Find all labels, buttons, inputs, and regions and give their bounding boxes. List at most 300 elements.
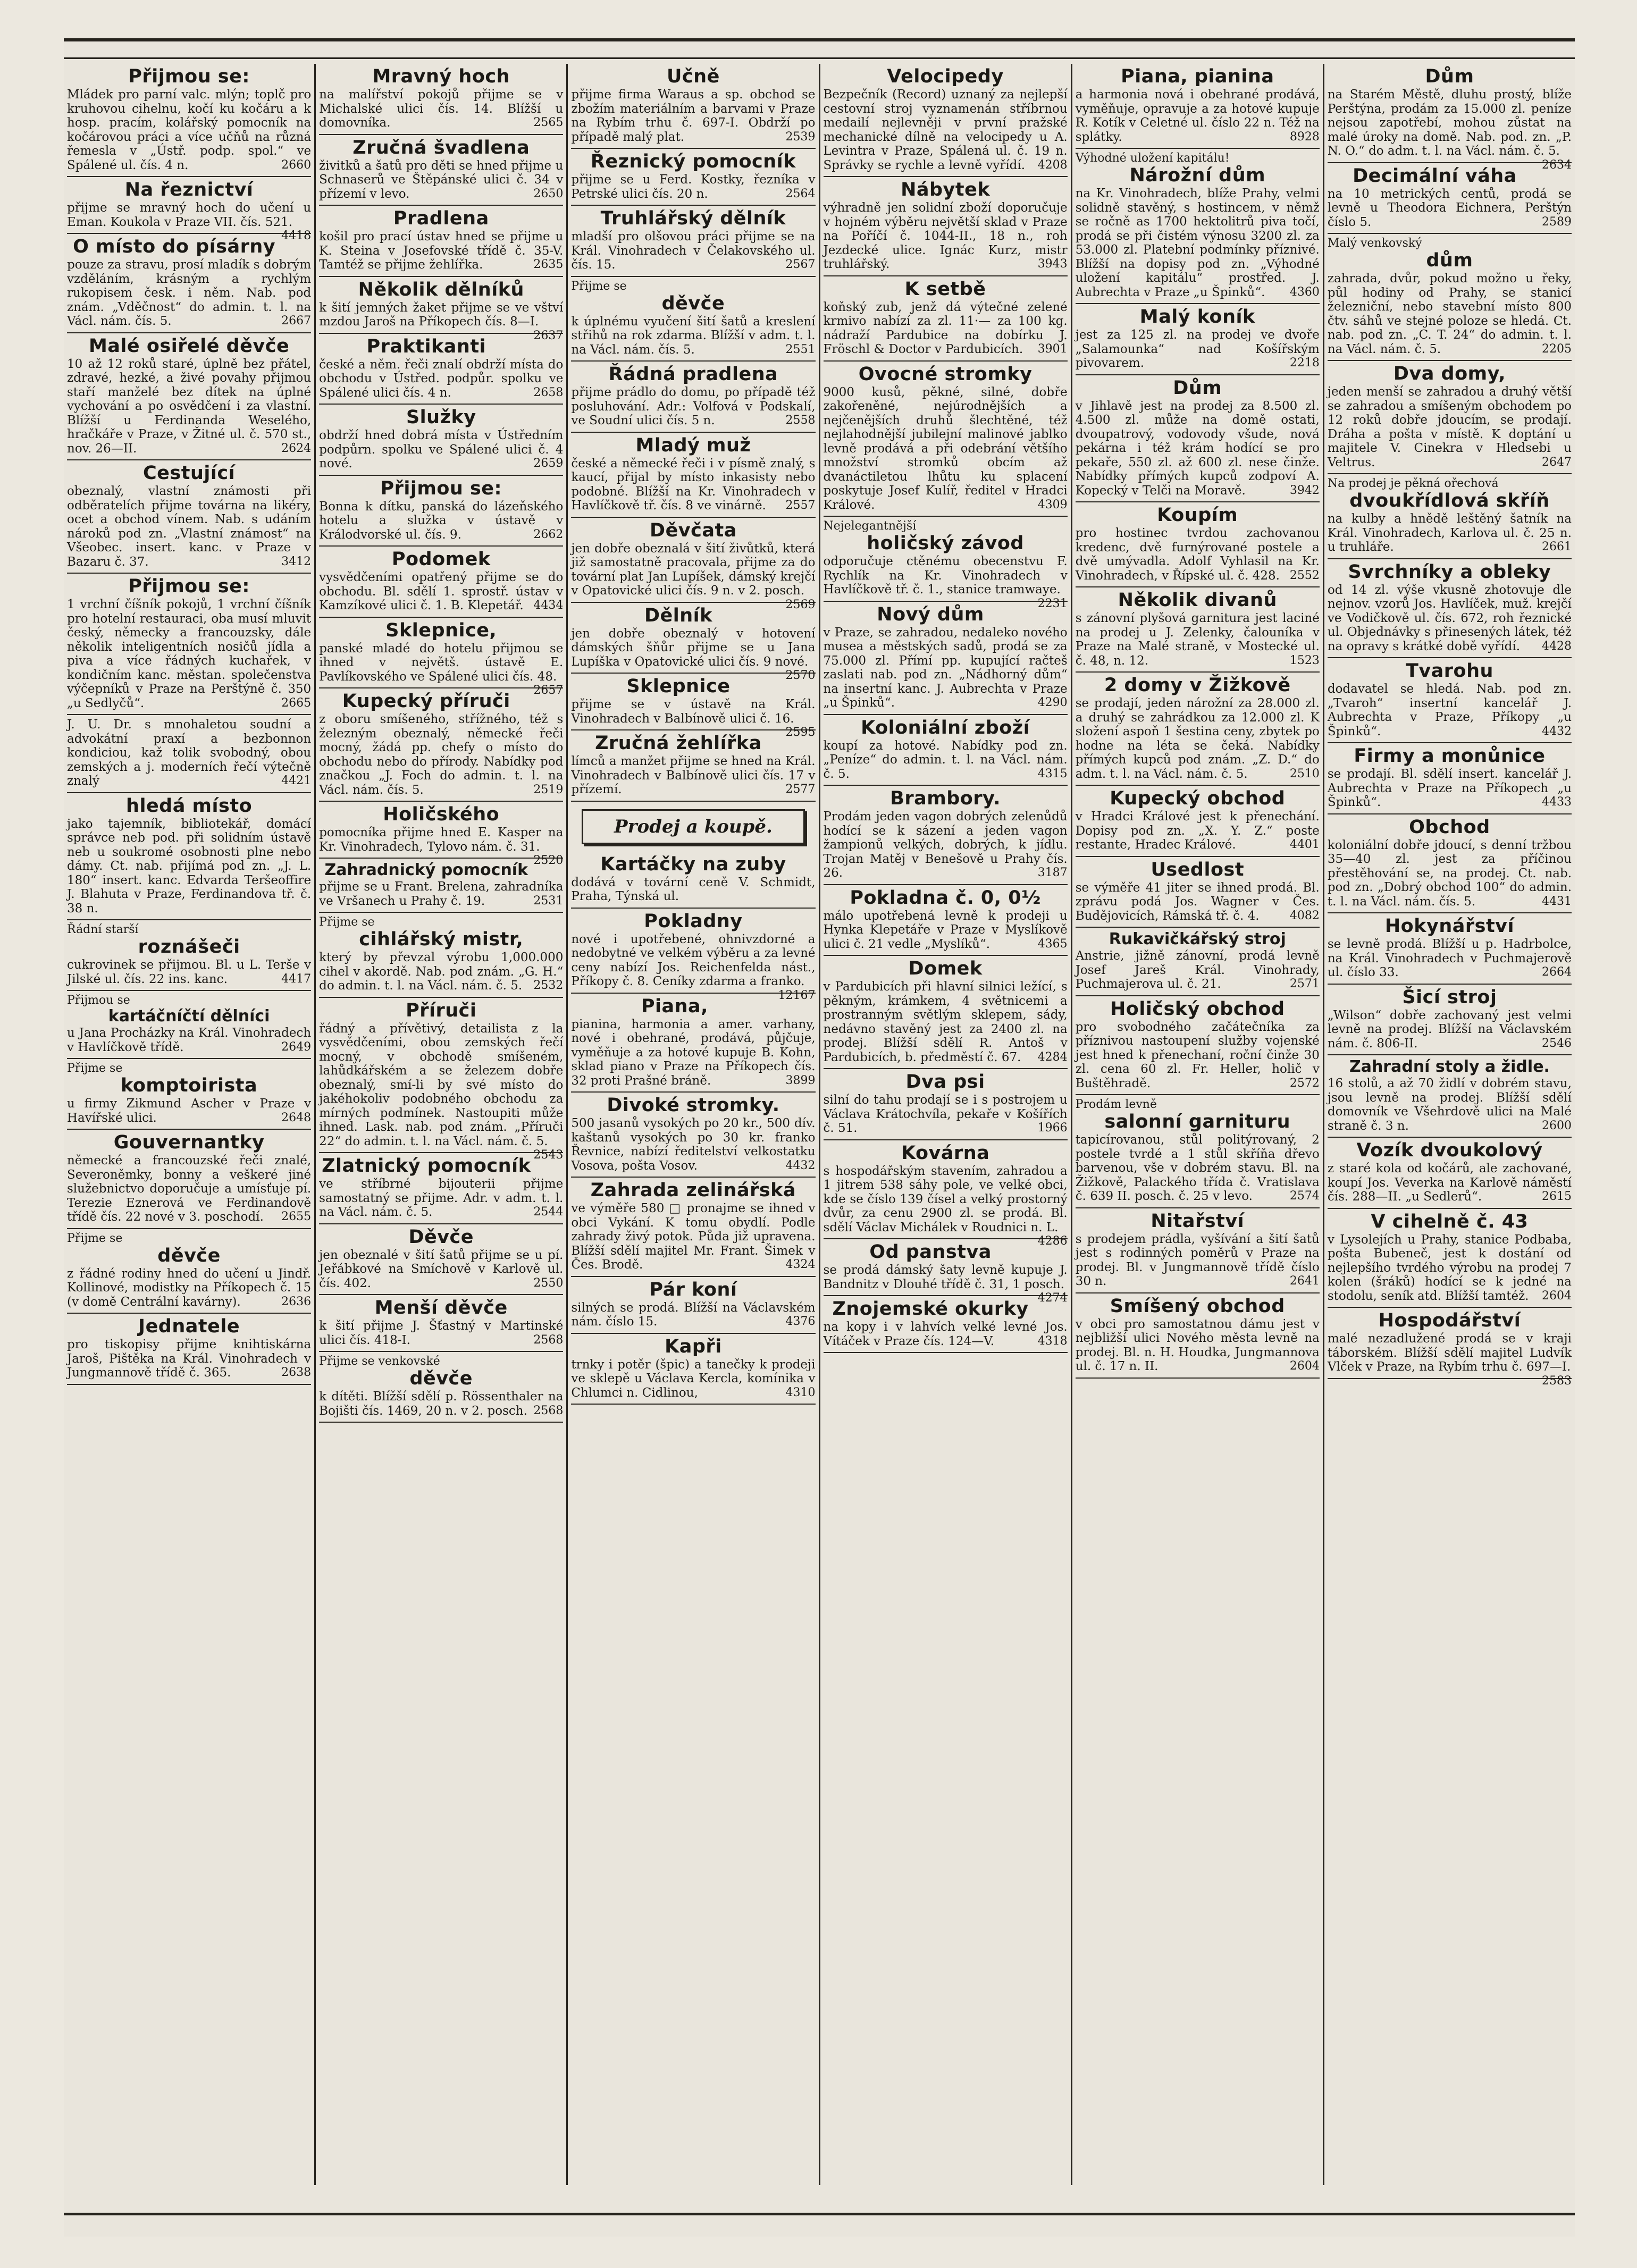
ad-reference-number: 2570	[785, 669, 816, 682]
ad-kicker: Přijme se	[571, 279, 627, 293]
ad-heading: Děvčata	[650, 519, 737, 541]
ad-reference-number: 2557	[785, 499, 816, 512]
ad-reference-number: 2637	[533, 329, 564, 342]
ad-body	[571, 1358, 815, 1400]
ad-body	[67, 1154, 311, 1224]
ad-text: ve stříbrné bijouterii přijme samostatný se přijme. Adr. v adm. t. l. na Václ. nám. č. 5.	[319, 1177, 564, 1219]
ad-heading: Nitařství	[1151, 1210, 1245, 1232]
ad-text: přijme se u Frant. Brelena, zahradníka ve Vršanech u Prahy č. 19.	[319, 880, 564, 908]
ad-text: koňský zub, jenž dá výtečné zelené krmivo nabízí za zl. 11·— za 100 kg. nádraží Pardubice na dobírku J. Fröschl & Doctor v Pardubicích.	[823, 300, 1068, 356]
ad-reference-number: 4324	[785, 1258, 816, 1271]
ad-heading: Nárožní dům	[1129, 165, 1266, 186]
ad-reference-number: 4401	[1289, 838, 1320, 851]
classified-ad	[571, 518, 816, 611]
ad-heading: Sklepnice,	[385, 619, 497, 641]
ad-reference-number: 2531	[533, 894, 564, 908]
ad-body	[824, 300, 1068, 357]
ad-reference-number: 4310	[785, 1385, 816, 1399]
classified-ad	[1328, 985, 1572, 1056]
ad-heading: děvče	[409, 1368, 473, 1389]
ad-text: živitků a šatů pro děti se hned přijme u Schnaserů ve Štěpánské ulici č. 34 v přízemí v levo.	[319, 158, 564, 201]
ad-body	[824, 739, 1068, 782]
ad-text: s hospodářským stavením, zahradou a 1 jitrem 538 sáhy pole, ve velké obci, kde se číslo 139 čísel a velký prostorný dvůr, za cenu 2900 zl. se prodá. Bl. sdělí Václav Michálek v Roudnici n. L.	[823, 1164, 1068, 1234]
ad-body	[1076, 810, 1320, 852]
classified-ad	[571, 1178, 815, 1277]
ad-heading: Jednatele	[138, 1316, 240, 1337]
ad-reference-number: 4433	[1542, 795, 1572, 809]
ad-reference-number: 12167	[778, 988, 816, 1002]
ad-text: silných se prodá. Blížší na Václavském nám. číslo 15.	[571, 1300, 816, 1329]
classified-ad	[67, 1130, 311, 1229]
ad-text: v Pardubicích při hlavní silnici ležící, s pěkným, krámkem, 4 světnicemi a prostranným světlým sklepem, sády, nedávno stavěný jest za 2400 zl. na prodej. Blížší sdělí R. Antoš v Pardubicích, b. předměstí č. 67.	[823, 980, 1068, 1064]
ad-body	[319, 1021, 564, 1162]
ad-reference-number: 2519	[533, 783, 564, 796]
ad-heading: Zahradní stoly a židle.	[1349, 1057, 1550, 1076]
ad-text: z řádné rodiny hned do učení u Jindř. Kollinové, modistky na Příkopech č. 15 (v domě Centrální kavárny).	[67, 1266, 312, 1309]
ad-text: přijme se u Ferd. Kostky, řezníka v Petrské ulici čís. 20 n.	[571, 173, 816, 201]
ad-text: Prodám jeden vagon dobrých zelenůdů hodící se k sázení a jeden vagon žampionů velkých, dobrých, k jídlu. Trojan Matěj v Benešově u Prahy čís. 26.	[823, 810, 1068, 880]
ad-reference-number: 4418	[281, 229, 312, 242]
ad-reference-number: 2569	[785, 598, 816, 611]
ad-reference-number: 2657	[533, 684, 564, 697]
ad-body	[1328, 385, 1572, 469]
classified-ad	[571, 852, 815, 909]
classified-ad	[67, 234, 311, 333]
ad-reference-number: 4434	[533, 599, 564, 612]
ad-reference-number: 4360	[1289, 285, 1320, 299]
classified-ad	[1328, 559, 1572, 659]
ad-heading: Truhlářský dělník	[600, 208, 786, 229]
ad-body	[1328, 682, 1572, 738]
ad-reference-number: 4428	[1542, 639, 1572, 653]
ad-heading: Brambory.	[890, 788, 1001, 809]
classified-ad	[67, 1059, 311, 1130]
ad-body	[319, 159, 563, 201]
classified-ad	[823, 517, 1068, 610]
ad-body	[1076, 611, 1320, 668]
ad-heading: Dva psi	[905, 1071, 985, 1093]
classified-ad	[1328, 814, 1572, 914]
ad-body	[1076, 1133, 1320, 1204]
ad-text: od 14 zl. výše vkusně zhotovuje dle nejnov. vzorů Jos. Havlíček, muž. krejčí ve Vodičkově ul. čís. 672, roh řeznické ul. Objednávky s přinesených látek, též na opravy s krátké době vyřídí.	[1327, 583, 1572, 653]
ad-reference-number: 2649	[281, 1040, 312, 1054]
ad-heading: děvče	[661, 292, 725, 314]
ad-heading: holičský závod	[867, 533, 1024, 554]
ad-text: jako tajemník, bibliotekář, domácí správce neb pod. při solidním ústavě neb u soukromé osobnosti plne nebo dámy. Ct. nab. přijímá pod zn. „J. L. 180“ insert. kanc. Edvarda Teršeoffire J. Blahuta v Praze, Ferdinandova tř. č. 38 n.	[67, 817, 312, 915]
classified-ad	[571, 206, 815, 277]
ad-heading: Mladý muž	[635, 434, 751, 456]
ad-body	[571, 88, 815, 144]
ad-body	[1327, 1332, 1572, 1388]
ad-text: pro svobodného začátečníka za příznivou nastoupení služby vojenské jest hned k přenechaní, roční činže 30 zl. cena 60 zl. Fr. Heller, holič v Buštěhradě.	[1075, 1020, 1320, 1090]
ad-text: s prodejem prádla, vyšívání a šití šatů jest s rodinných poměrů v Praze na prodej. Bl. v Jungmannově třídě číslo 30 n.	[1075, 1232, 1320, 1288]
ad-text: jen dobře obeznalý v hotovení dámských šňůr přijme se u Jana Lupíška v Opatovické ulici čís. 9 nové.	[571, 626, 816, 669]
ad-kicker: Výhodné uložení kapitálu!	[1075, 152, 1230, 165]
ad-body	[319, 300, 564, 342]
ad-body	[571, 754, 815, 797]
ad-heading: O místo do písárny	[73, 236, 276, 257]
ad-heading: Dva domy,	[1393, 363, 1506, 384]
ad-text: na kopy i v lahvích velké levné Jos. Vítáček v Praze čís. 124—V.	[823, 1320, 1068, 1348]
classified-ad	[571, 1334, 815, 1405]
ad-heading: Několik dělníků	[358, 279, 524, 300]
ad-text: u Jana Procházky na Král. Vinohradech v Havlíčkově třídě.	[67, 1026, 312, 1054]
classified-ad	[1076, 502, 1320, 587]
ad-text: německé a francouzské řeči znalé, Severoněmky, bonny a veškeré jiné služebnictvo doporučuje a umísťuje pí. Terezie Eznerová ve Ferdinandově třídě čís. 22 nové v 3. poschodí.	[67, 1154, 312, 1224]
ad-body	[571, 173, 815, 201]
ad-reference-number: 2567	[785, 258, 816, 271]
classified-ad	[319, 802, 564, 867]
ad-reference-number: 2550	[533, 1276, 564, 1290]
classified-ad	[824, 786, 1068, 885]
ad-heading: Piana, pianina	[1121, 66, 1274, 87]
ad-body	[1076, 949, 1320, 992]
ad-reference-number: 4286	[1037, 1234, 1068, 1248]
ad-column-5	[1071, 64, 1323, 2185]
ad-text: zahrada, dvůr, pokud možno u řeky, půl hodiny od Prahy, se stanicí železniční, nebo stavební místo 800 čtv. sáhů ve stejné poloze se hledá. Ct. nab. pod zn. „C. T. 24“ do admin. t. l. na Václ. nám. č. 5.	[1327, 272, 1572, 356]
ad-body	[67, 484, 311, 569]
ad-text: malé nezadlužené prodá se v kraji táborském. Blížší sdělí majitel Ludvík Vlček v Praze, na Rybím trhu č. 697—I.	[1327, 1332, 1572, 1374]
classified-ad	[1076, 786, 1320, 857]
ad-body	[1328, 767, 1572, 810]
ad-text: k šití přijme J. Šťastný v Martinské ulici čís. 418-I.	[319, 1319, 564, 1347]
ad-body	[571, 541, 816, 611]
classified-ad	[1328, 163, 1572, 234]
ad-heading: Firmy a monůnice	[1354, 745, 1546, 767]
ad-heading: Obchod	[1409, 816, 1490, 838]
classified-ad	[1328, 234, 1572, 361]
ad-kicker: Prodám levně	[1075, 1098, 1157, 1111]
classified-ad	[1328, 361, 1572, 474]
ad-heading: Praktikanti	[366, 335, 486, 357]
classified-ad	[319, 913, 563, 998]
classified-ad	[319, 135, 563, 206]
ad-body	[67, 88, 311, 172]
ad-body	[824, 385, 1068, 513]
section-banner: Prodej a koupě.	[582, 809, 804, 844]
classified-ad	[1328, 658, 1572, 743]
ad-body	[67, 1338, 311, 1380]
classified-ad	[823, 1239, 1068, 1305]
ad-body	[824, 626, 1068, 710]
classified-ad	[67, 793, 311, 921]
ad-body	[1076, 88, 1320, 144]
ad-text: 16 stolů, a až 70 židlí v dobrém stavu, jsou levně na prodej. Blížší sdělí domovník ve Všehrdově ulici na Malé straně č. 3 n.	[1327, 1077, 1572, 1133]
ad-text: koloniální dobře jdoucí, s denní tržbou 35—40 zl. jest za příčinou přestěhování se, na prodej. Ct. nab. pod zn. „Dobrý obchod 100“ do admin. t. l. na Václ. nám. čís. 5.	[1327, 838, 1572, 909]
classified-ad	[1076, 928, 1320, 996]
ad-text: cukrovinek se přijmou. Bl. u L. Terše v Jilské ul. čís. 22 ins. kanc.	[67, 958, 312, 986]
ad-reference-number: 2660	[281, 158, 312, 172]
ad-heading: Nový dům	[877, 603, 984, 625]
ad-reference-number: 2636	[281, 1295, 312, 1308]
classified-ad	[67, 715, 311, 793]
ad-text: nové i upotřebené, ohnivzdorné a nedobytné ve velkém výběru a za levné ceny nabízí Jos. Reichenfelda nást., Příkopy č. 8. Ceníky zdarma a franko.	[571, 932, 816, 988]
classified-ad	[319, 547, 563, 618]
ad-reference-number: 2568	[533, 1333, 564, 1347]
classified-ad	[319, 277, 564, 342]
ad-text: na Starém Městě, dluhu prostý, blíže Perštýna, prodám za 15.000 zl. peníze nejsou zapotřebí, mohou zůstat na malé úroky na domě. Nab. pod. zn. „P. N. O.“ do adm. t. l. na Václ. nám. č. 5.	[1327, 88, 1572, 158]
classified-ad	[319, 859, 563, 913]
classified-ad	[1328, 743, 1572, 814]
classified-ad	[1076, 64, 1320, 149]
ad-reference-number: 2568	[533, 1404, 564, 1417]
classified-ad	[67, 991, 311, 1059]
ad-reference-number: 2662	[533, 527, 564, 541]
classified-ad	[571, 994, 815, 1093]
ad-heading: Zlatnický pomocník	[322, 1155, 531, 1177]
ad-body	[1076, 1317, 1320, 1374]
ad-reference-number: 2638	[281, 1366, 312, 1379]
ad-body	[1328, 1009, 1572, 1051]
ad-body	[67, 1026, 311, 1054]
classified-ad	[319, 688, 563, 802]
classified-ad	[824, 276, 1068, 362]
ad-body	[67, 201, 312, 242]
ad-reference-number: 2650	[533, 187, 564, 200]
ad-text: u firmy Zikmund Ascher v Praze v Havířské ulici.	[67, 1097, 312, 1125]
ad-kicker: Řádní starší	[67, 923, 139, 936]
ad-heading: děvče	[157, 1245, 221, 1266]
classified-ad	[319, 206, 563, 277]
classified-ad	[824, 885, 1068, 956]
ad-text: se prodá dámský šaty levně kupuje J. Bandnitz v Dlouhé třídě č. 31, 1 posch.	[823, 1263, 1068, 1291]
ad-reference-number: 4318	[1037, 1334, 1068, 1348]
classified-ad	[319, 405, 563, 476]
ad-reference-number: 2664	[1542, 965, 1572, 979]
ad-body	[67, 258, 311, 329]
ad-body	[824, 810, 1068, 880]
ad-body	[319, 826, 564, 867]
ad-heading: Kapři	[665, 1335, 722, 1357]
ad-text: Mládek pro parní valc. mlýn; toplč pro kruhovou cihelnu, kočí ku kočáru a k hosp. pracím, kolářský pomocník na kočárovou práci a více učňů na různá řemesla v „Ústř. podp. spol.“ ve Spálené ul. čís. 4 n.	[67, 88, 312, 172]
classified-ad	[1328, 474, 1572, 559]
ad-text: trnky i potěr (špic) a tanečky k prodeji ve sklepě u Václava Kercla, komínika v Chlumci n. Cidlinou,	[571, 1357, 816, 1400]
classified-ad	[571, 909, 816, 1002]
ad-body	[319, 570, 563, 613]
ad-reference-number: 2604	[1289, 1359, 1320, 1373]
ad-text: tapicírovanou, stůl politýrovaný, 2 postele tvrdé a 1 stůl skříňa dřevo barvenou, vše v dobrém stavu. Bl. na Žižkově, Palackého třída č. Vratislava č. 639 II. posch. č. 25 v levo.	[1075, 1133, 1320, 1203]
classified-ad	[571, 277, 815, 362]
ad-text: přijme prádlo do domu, po případě též posluhování. Adr.: Volfová v Podskalí, ve Soudní ulici čís. 5 n.	[571, 385, 816, 427]
ad-body	[319, 88, 563, 130]
ad-body	[319, 1177, 563, 1220]
ad-reference-number: 2205	[1542, 342, 1572, 356]
ad-body	[1076, 881, 1320, 923]
classified-ad	[1076, 587, 1320, 673]
ad-heading: Šicí stroj	[1402, 986, 1497, 1008]
classified-ad	[1328, 1209, 1572, 1308]
ad-heading: Gouvernantky	[113, 1132, 265, 1153]
ad-heading: dům	[1426, 250, 1473, 271]
classified-ad	[319, 1352, 563, 1423]
ad-text: se prodají, jeden nárožní za 28.000 zl. a druhý se zahrádkou za 12.000 zl. K složení aspoň 1 šestina ceny, zbytek po hodne na léta se čeká. Nabídky přímých kupců pod znám. „Z. D.“ do adm. t. l. na Václ. nám. č. 5.	[1075, 696, 1320, 781]
ad-body	[67, 1267, 311, 1309]
ad-body	[1076, 187, 1320, 299]
classified-ad	[571, 362, 815, 433]
ad-text: s zánovní plyšová garnitura jest laciné na prodej u J. Zelenky, čalouníka v Praze na Malé straně, v Mostecké ul. č. 48, n. 12.	[1075, 611, 1320, 668]
ad-text: na 10 metrických centů, prodá se levně u Theodora Eichnera, Perštýn číslo 5.	[1327, 187, 1572, 229]
ad-text: „Wilson“ dobře zachovaný jest velmi levně na prodej. Blížší na Václavském nám. č. 806-II.	[1327, 1008, 1572, 1051]
ad-text: k dítěti. Blížší sdělí p. Rössenthaler na Bojišti čís. 1469, 20 n. v 2. posch.	[319, 1390, 564, 1418]
ad-reference-number: 4284	[1037, 1050, 1068, 1064]
ad-reference-number: 3943	[1037, 257, 1068, 271]
classified-ad	[824, 602, 1068, 715]
ad-body	[319, 1248, 563, 1291]
ad-reference-number: 2665	[281, 696, 312, 710]
ad-text: se levně prodá. Blížší u p. Hadrbolce, na Král. Vinohradech v Puchmajerově ul. číslo 33.	[1327, 937, 1572, 979]
ad-heading: Holičský obchod	[1110, 998, 1285, 1020]
ad-heading: Domek	[908, 958, 983, 979]
ad-kicker: Přijme se	[319, 915, 375, 929]
classified-ad	[319, 476, 563, 547]
ad-reference-number: 4309	[1037, 498, 1068, 511]
ad-heading: Na řeznictví	[124, 179, 254, 200]
ad-reference-number: 2661	[1542, 540, 1572, 553]
ad-kicker: Přijme se	[67, 1062, 123, 1075]
ad-text: 500 jasanů vysokých po 20 kr., 500 dív. kaštanů vysokých po 30 kr. franko Řevnice, nabízí ředitelství velkostatku Vosova, pošta Vosov.	[571, 1116, 816, 1173]
ad-text: české a něm. řeči znalí obdrží místa do obchodu v Ústřed. podpůr. spolku ve Spálené ulici čís. 4 n.	[319, 357, 564, 400]
ad-heading: Příruči	[406, 999, 477, 1021]
ad-text: přijme se v ústavě na Král. Vinohradech v Balbínově ulici č. 16.	[571, 698, 816, 726]
ad-reference-number: 2634	[1542, 158, 1572, 172]
ad-reference-number: 4290	[1037, 696, 1068, 709]
classified-ad	[824, 1296, 1068, 1353]
ad-reference-number: 2574	[1289, 1189, 1320, 1203]
ad-body	[824, 909, 1068, 952]
ad-text: jeden menší se zahradou a druhý větší se zahradou a smíšeným obchodem po 12 roků dobře jdoucím, se prodají. Dráha a pošta v místě. K doptání u majitele V. Cinekra v Hledsebi u Veltrus.	[1327, 385, 1572, 469]
ad-text: košil pro prací ústav hned se přijme u K. Steina v Josefovské třídě č. 35-V. Tamtéž se přijme žehlířka.	[319, 230, 564, 272]
ad-reference-number: 4082	[1289, 909, 1320, 922]
ad-heading: Dělník	[644, 604, 712, 626]
ad-heading: Přijmou se:	[128, 66, 250, 87]
ad-text: na kulby a hnědě leštěný šatník na Král. Vinohradech, Karlova ul. č. 25 n. u truhláře.	[1327, 512, 1572, 554]
ad-heading: Ovocné stromky	[858, 363, 1032, 385]
ad-body	[571, 626, 816, 682]
ad-heading: Nábytek	[901, 179, 990, 200]
ad-reference-number: 4365	[1037, 937, 1068, 951]
ad-heading: Zahradnický pomocník	[324, 861, 528, 879]
ad-text: obeznalý, vlastní známosti při odběratelích přijme továrna na likéry, ocet a obchod vínem. Nab. s udáním nároků pod zn. „Vlastní známost“ na Všeobec. insert. kanc. v Praze v Bazaru č. 37.	[67, 484, 312, 569]
ad-body	[67, 718, 311, 788]
ad-text: k šití jemných žaket přijme se ve vštví mzdou Jaroš na Příkopech čís. 8—I.	[319, 300, 564, 329]
ad-text: jest za 125 zl. na prodej ve dvoře „Salamounka“ nad Košířským pivovarem.	[1075, 328, 1320, 370]
ad-body	[319, 880, 563, 908]
ad-reference-number: 2615	[1542, 1190, 1572, 1203]
ad-reference-number: 4417	[281, 972, 312, 986]
ad-reference-number: 2558	[785, 414, 816, 427]
ad-body	[823, 555, 1068, 610]
classified-ad	[1328, 913, 1572, 985]
ad-heading: Řeznický pomocník	[590, 151, 796, 172]
ad-body	[67, 598, 311, 710]
ad-heading: Podomek	[391, 549, 491, 570]
ad-heading: Znojemské okurky	[832, 1298, 1029, 1320]
ad-body	[1328, 1162, 1572, 1204]
ad-body	[319, 951, 563, 993]
ad-heading: K setbě	[904, 278, 986, 300]
classified-ad	[1076, 996, 1320, 1096]
classified-ad	[1328, 1138, 1572, 1209]
ad-body	[319, 1390, 563, 1418]
ad-reference-number: 2589	[1542, 215, 1572, 229]
classified-ad	[319, 998, 564, 1162]
ad-body	[1328, 272, 1572, 356]
ad-reference-number: 3942	[1289, 483, 1320, 497]
ad-heading: cihlářský mistr,	[359, 929, 524, 950]
ad-text: řádný a přívětivý, detailista z la vysvědčeními, obou zemských řečí mocný, v obchodě smíšeném, lahůdkářském a se železem dobře obeznalý, smí-li by své místo do jakéhokoliv podobného obchodu za mírných podmínek. Nastoupiti může ihned. Lask. nab. pod znám. „Příruči 22“ do admin. t. l. na Václ. nám. č. 5.	[319, 1021, 564, 1148]
ad-heading: Holičského	[383, 804, 500, 825]
ad-text: pomocníka přijme hned E. Kasper na Kr. Vinohradech, Tylovo nám. č. 31.	[319, 826, 564, 854]
ad-text: v Praze, se zahradou, nedaleko nového musea a městských sadů, prodá se za 75.000 zl. Přímí pp. kupující račteš zaslati nab. pod zn. „Nádhorný dům“ na insertní kanc. J. Aubrechta v Praze „u Špinků“.	[823, 625, 1068, 710]
ad-reference-number: 2552	[1289, 568, 1320, 582]
ad-text: Bonna k dítku, panská do lázeňského hotelu a služka v ústavě v Králodvorské ul. čís. 9.	[319, 499, 564, 542]
classified-ad	[67, 177, 312, 242]
ad-text: na Kr. Vinohradech, blíže Prahy, velmi solidně stavěný, s hostincem, v němž se ročně as 1700 hektolitrů piva točí, prodá se při čistém výnosu 3200 zl. za 53.000 zl. Platební podmínky příznivé. Blížší na dopisy pod zn. „Výhodné uložení kapitálu“ prostřed. J. Aubrechta v Praze „u Špinků“.	[1075, 187, 1320, 299]
ad-body	[571, 385, 815, 428]
ad-heading: Řádná pradlena	[608, 364, 778, 385]
ad-text: Anstrie, jižně zánovní, prodá levně Josef Jareš Král. Vinohrady, Puchmajerova ul. č. 21.	[1075, 949, 1320, 991]
ad-heading: Tvarohu	[1405, 660, 1493, 682]
ad-heading: Malý koník	[1139, 306, 1255, 327]
ad-reference-number: 1966	[1037, 1121, 1068, 1135]
ad-body	[824, 201, 1068, 272]
ad-heading: Zručná švadlena	[352, 137, 530, 158]
bottom-frame-rule	[64, 2213, 1575, 2215]
ad-reference-number: 2667	[281, 314, 312, 327]
ad-body	[571, 1301, 815, 1329]
ad-body	[571, 230, 815, 272]
ad-heading: Pradlena	[393, 208, 489, 229]
ad-heading: komptoirista	[121, 1075, 258, 1096]
classified-ad	[1327, 64, 1572, 172]
classified-ad	[1076, 149, 1320, 304]
ad-reference-number: 2544	[533, 1205, 564, 1219]
ad-reference-number: 2546	[1542, 1036, 1572, 1050]
ad-text: v obci pro samostatnou dámu jest v nejbližší ulici Nového města levně na prodej. Bl. n. H. Houdka, Jungmannova ul. č. 17 n. II.	[1075, 1317, 1320, 1373]
ad-body	[319, 230, 563, 272]
ad-body	[1076, 526, 1320, 583]
classified-ad	[1076, 673, 1320, 786]
classified-ad	[1076, 1095, 1320, 1208]
ad-heading: Kupecký obchod	[1110, 788, 1286, 809]
ad-body	[571, 698, 816, 739]
ad-heading: Vozík dvoukolový	[1356, 1140, 1543, 1161]
ad-body	[1328, 512, 1572, 555]
ad-heading: Divoké stromky.	[607, 1095, 780, 1116]
ad-reference-number: 1523	[1289, 653, 1320, 667]
ad-heading: Zahrada zelinářská	[590, 1180, 796, 1201]
ad-heading: Decimální váha	[1353, 165, 1517, 187]
ad-reference-number: 2659	[533, 457, 564, 470]
ad-reference-number: 2551	[785, 342, 816, 356]
ad-column-4	[819, 64, 1071, 2185]
classified-ad	[571, 730, 815, 802]
ad-body	[1328, 1233, 1572, 1304]
classified-ad	[824, 956, 1068, 1069]
classified-ad	[67, 1229, 311, 1314]
ad-text: výhradně jen solidní zboží doporučuje v hojném výběru největší sklad v Praze na Poříčí č. 1044-II., 18 n., roh Jezdecké ulice. Ignác Kurz, mistr truhlářský.	[823, 201, 1068, 271]
classified-ad	[319, 334, 563, 405]
ad-text: v Jihlavě jest na prodej za 8.500 zl. 4.500 zl. může na domě ostati, dvoupatrový, vodovody všude, nová pekárna i též krám hodící se pro pekaře, 550 zl. až 600 zl. nese činže. Nabídky přímých kupců zodpoví A. Kopecký v Telči na Moravě.	[1075, 399, 1320, 498]
classified-ad	[571, 433, 815, 518]
ad-reference-number: 2564	[785, 187, 816, 200]
classified-ad	[824, 715, 1068, 786]
classified-ad	[67, 460, 311, 574]
ad-heading: Několik divanů	[1118, 590, 1277, 611]
classified-ad	[319, 64, 563, 135]
ad-heading: Koloniální zboží	[861, 717, 1030, 738]
ad-heading: Přijmou se:	[380, 477, 502, 499]
